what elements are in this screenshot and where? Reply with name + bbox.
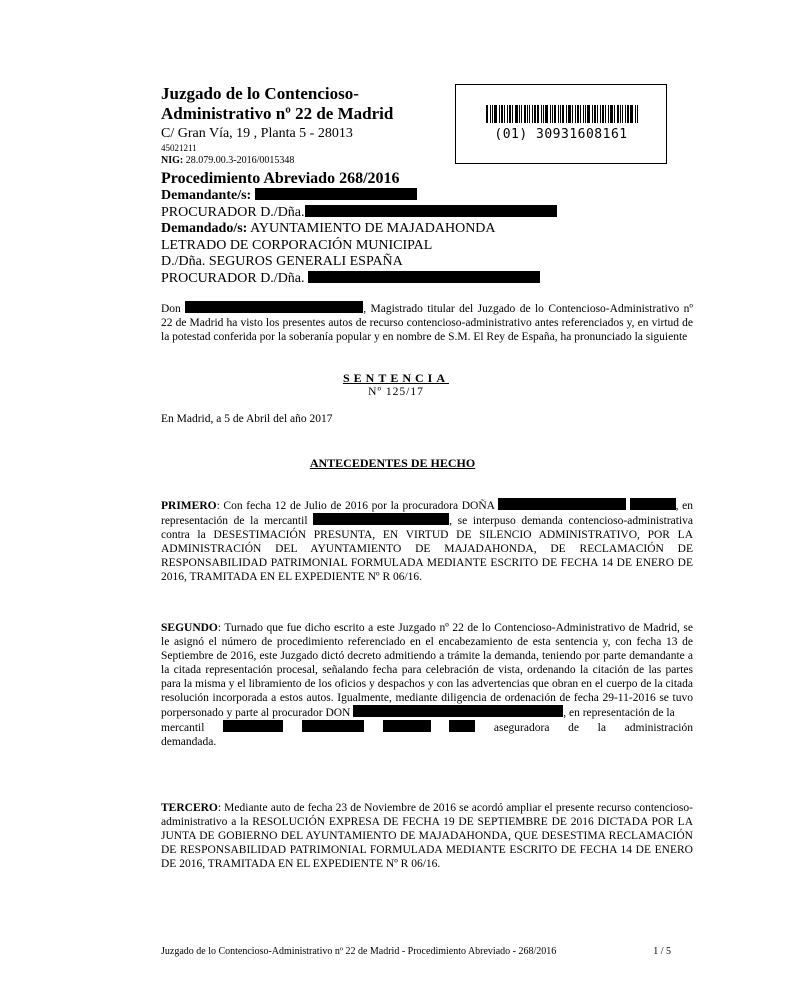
intro-text: , Magistrado titular del Juzgado de lo Contencioso-Administrativo nº 22 de Madrid ha visto los presentes autos de recurso contencioso-administrativo antes referenciados y, en virtud de la potestad conferida por la soberanía popular y en nombre de S.M. El Rey de España, ha pronunciado la siguiente — [161, 303, 693, 343]
defendant-line — [161, 221, 681, 238]
redaction-box — [630, 498, 676, 510]
sentencia-title: SENTENCIA — [342, 371, 450, 385]
court-header — [161, 84, 451, 167]
redaction-box — [383, 720, 431, 732]
barcode-bar — [605, 105, 606, 123]
procurador-line-1 — [161, 205, 681, 222]
barcode-bar — [617, 105, 619, 123]
barcode-bar — [602, 105, 604, 123]
barcode-bar — [527, 105, 528, 123]
section-title: ANTECEDENTES DE HECHO — [309, 456, 476, 470]
redaction-box — [223, 720, 283, 732]
primero-text-2: , en representación de la mercantil — [161, 500, 694, 527]
barcode-bar — [597, 105, 598, 123]
procurador-label: PROCURADOR D./Dña. — [161, 204, 305, 220]
barcode-bar — [583, 105, 584, 123]
tercero-label: TERCERO — [161, 802, 218, 814]
defendant-label: Demandado/s: — [161, 221, 248, 236]
barcode-bar — [494, 105, 497, 123]
barcode-bar — [600, 105, 601, 123]
tercero-text-1: : Mediante auto de fecha 23 de Noviembre de 2016 se acordó ampliar el presente recurso contencioso-administrativo a la RESOLUCIÓN EXPRESA DE FECHA 19 DE SEPTIEMBRE DE 2016 DICTADA POR LA JUNTA DE GOBIERNO DEL AYUNTAMIENTO DE MAJADAHONDA, QUE DESESTIMA RECLAMACIÓN DE RESPONSABILIDAD PATRIMONIAL FORMULADA MEDIANTE ESCRITO DE FECHA 14 DE ENERO DE 2016, TRAMITADA EN EL EXPEDIENTE Nº R 06/16. — [161, 802, 693, 870]
barcode-bar — [501, 105, 503, 123]
barcode-bar — [537, 105, 539, 123]
intro-don: Don — [161, 303, 181, 315]
barcode-bar — [614, 105, 615, 123]
segundo-mercantil-line — [161, 720, 693, 735]
parties-block — [161, 170, 681, 287]
segundo-text-3: aseguradora de la administración — [493, 722, 693, 734]
nig-line — [161, 154, 451, 167]
barcode-bar — [637, 105, 638, 123]
procurador-label: PROCURADOR D./Dña. — [161, 270, 305, 286]
barcode-bar — [509, 105, 511, 123]
barcode-bar — [507, 105, 508, 123]
barcode-image — [486, 105, 640, 123]
primero-label: PRIMERO — [161, 500, 217, 512]
page-number: 1 / 5 — [653, 946, 671, 957]
procedure-title: Procedimiento Abreviado 268/2016 — [161, 170, 400, 187]
segundo-text-2: , en representación de la — [563, 707, 675, 719]
date-line: En Madrid, a 5 de Abril del año 2017 — [161, 413, 333, 425]
barcode-bar — [594, 105, 596, 123]
seguros-line: D./Dña. SEGUROS GENERALI ESPAÑA — [161, 254, 403, 269]
barcode-bar — [519, 105, 520, 123]
barcode-bar — [499, 105, 500, 123]
barcode-bar — [622, 105, 623, 123]
barcode-bar — [512, 105, 513, 123]
segundo-mercantil: mercantil — [161, 722, 205, 734]
page-footer — [161, 946, 671, 957]
barcode-bar — [543, 105, 544, 123]
intro-paragraph — [161, 301, 693, 344]
barcode-bar — [587, 105, 590, 123]
segundo-text-1: : Turnado que fue dicho escrito a este Juzgado nº 22 de lo Contencioso-Administrativo de Madrid, se le asignó el número de procedimiento referenciado en el encabezamiento de esta sentencia y, con fecha 13 de Septiembre de 2016, este Juzgado dictó decreto admitiendo a trámite la demanda, teniendo por parte demandante a la citada representación procesal, señalando fecha para celebración de vista, ordenando la citación de las partes para la misma y el libramiento de los oficios y despachos y con las advertencias que obran en el cuerpo de la citada resolución incorporada a estos autos. Igualmente, mediante diligencia de ordenación de fecha 29-11-2016 se tuvo porpersonado y parte al procurador DON — [161, 622, 693, 719]
court-name — [161, 84, 451, 124]
barcode-bar — [534, 105, 536, 123]
barcode-bar — [552, 105, 553, 123]
barcode-bar — [575, 105, 576, 123]
procurador-line-2 — [161, 271, 681, 288]
nig-value: 28.079.00.3-2016/0015348 — [185, 155, 295, 166]
barcode-bar — [630, 105, 633, 123]
barcode-bar — [545, 105, 548, 123]
redaction-box — [313, 513, 449, 525]
segundo-text-4: demandada. — [161, 736, 217, 748]
barcode-bar — [592, 105, 593, 123]
defendant-value: AYUNTAMIENTO DE MAJADAHONDA — [250, 221, 496, 236]
barcode-bar — [585, 105, 586, 123]
redaction-box — [308, 271, 540, 283]
barcode-bar — [492, 105, 493, 123]
barcode-bar — [558, 105, 559, 123]
barcode-bar — [521, 105, 522, 123]
sentencia-number: Nº 125/17 — [368, 386, 424, 398]
barcode-bar — [541, 105, 542, 123]
barcode-bar — [532, 105, 533, 123]
court-name-line1: Juzgado de lo Contencioso- — [161, 84, 359, 103]
barcode-bar — [577, 105, 579, 123]
court-name-line2: Administrativo nº 22 de Madrid — [161, 104, 394, 123]
barcode-bar — [554, 105, 556, 123]
barcode-bar — [550, 105, 551, 123]
barcode-bar — [529, 105, 530, 123]
footer-text: Juzgado de lo Contencioso-Administrativo nº 22 de Madrid - Procedimiento Abreviado - 268/2016 — [161, 946, 557, 957]
barcode-bar — [568, 105, 571, 123]
barcode-bar — [635, 105, 636, 123]
redaction-box — [302, 720, 364, 732]
barcode-bar — [620, 105, 621, 123]
primero-text-3: , se interpuso demanda contencioso-administrativa contra la DESESTIMACIÓN PRESUNTA, EN VIRTUD DE SILENCIO ADMINISTRATIVO, POR LA ADMINISTRACIÓN DEL AYUNTAMIENTO DE MAJADAHONDA, DE RECLAMACIÓN DE RESPONSABILIDAD PATRIMONIAL FORMULADA MEDIANTE ESCRITO DE FECHA 14 DE ENERO DE 2016, TRAMITADA EN EL EXPEDIENTE Nº R 06/16. — [161, 515, 694, 583]
letrado-line: LETRADO DE CORPORACIÓN MUNICIPAL — [161, 237, 433, 253]
primero-text-1: : Con fecha 12 de Julio de 2016 por la procuradora DOÑA — [216, 500, 495, 512]
redaction-box — [498, 498, 626, 510]
barcode-bar — [490, 105, 491, 123]
barcode-text: (01) 30931608161 — [494, 127, 628, 142]
tercero-paragraph — [161, 801, 693, 871]
barcode-bar — [566, 105, 567, 123]
barcode-bar — [608, 105, 609, 123]
plaintiff-label: Demandante/s: — [161, 188, 252, 203]
barcode-bar — [625, 105, 626, 123]
barcode-box — [455, 84, 667, 164]
redaction-box — [449, 720, 475, 732]
barcode-bar — [610, 105, 613, 123]
nig-label: NIG: — [161, 155, 184, 166]
redaction-box — [255, 188, 417, 200]
barcode-bar — [572, 105, 573, 123]
redaction-box — [353, 705, 563, 717]
plaintiff-line — [161, 188, 681, 205]
segundo-label: SEGUNDO — [161, 622, 218, 634]
barcode-bar — [560, 105, 561, 123]
barcode-bar — [580, 105, 581, 123]
barcode-bar — [562, 105, 564, 123]
court-code: 45021211 — [161, 143, 197, 153]
redaction-box — [185, 301, 363, 313]
redaction-box — [305, 205, 557, 217]
barcode-bar — [515, 105, 518, 123]
court-address: C/ Gran Vía, 19 , Planta 5 - 28013 — [161, 126, 353, 141]
barcode-bar — [504, 105, 505, 123]
barcode-bar — [486, 105, 488, 123]
primero-paragraph — [161, 498, 693, 584]
barcode-bar — [627, 105, 629, 123]
barcode-bar — [524, 105, 526, 123]
segundo-paragraph — [161, 621, 693, 749]
